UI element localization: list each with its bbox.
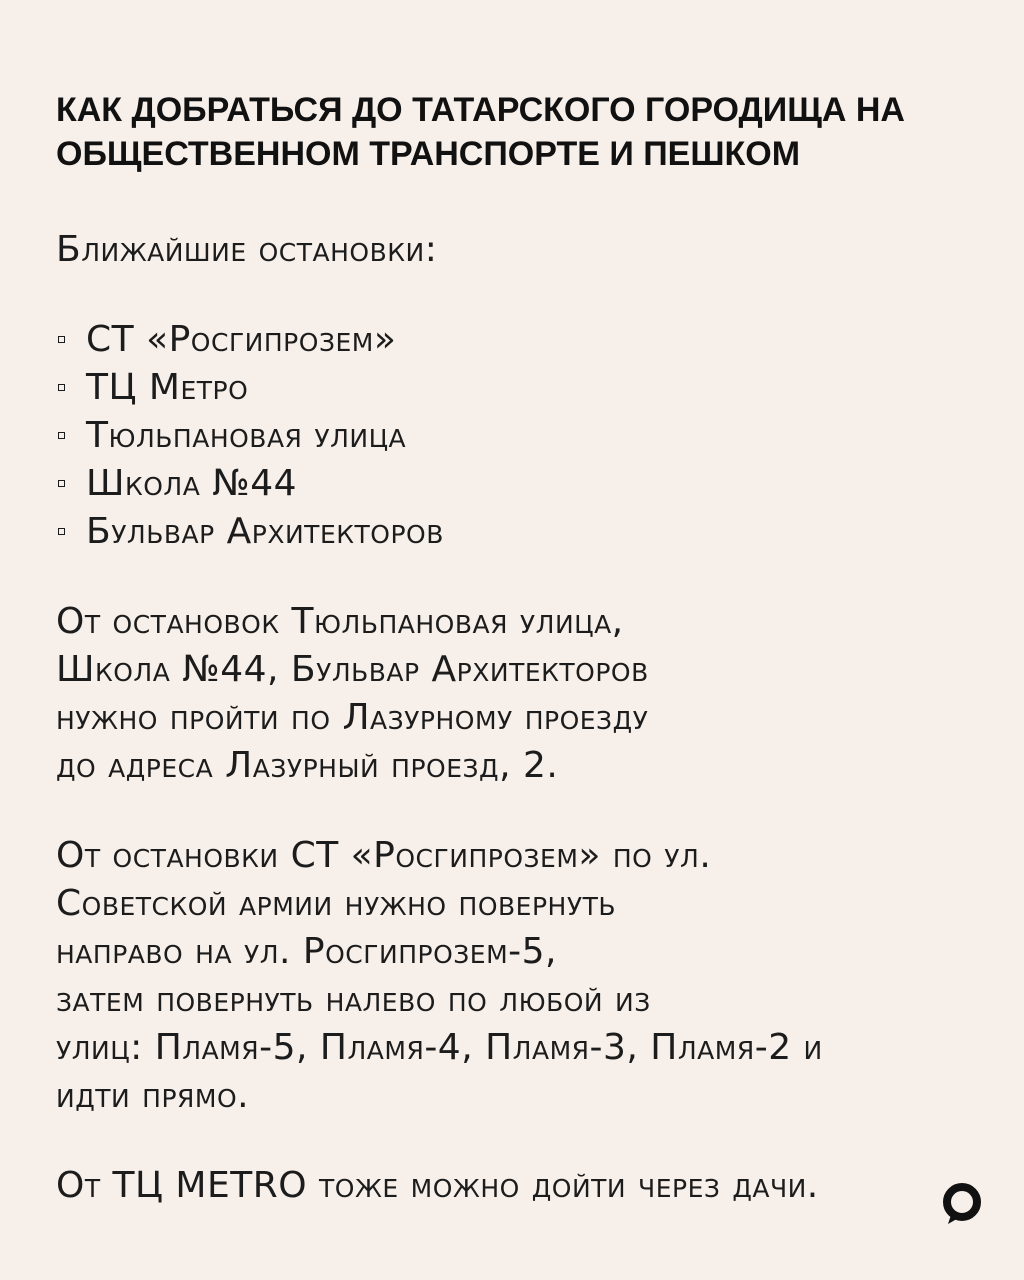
stop-item bbox=[56, 460, 966, 508]
stop-item bbox=[56, 364, 966, 412]
stop-label: СТ «Росгипрозем» bbox=[86, 319, 397, 360]
square-bullet-icon bbox=[58, 528, 65, 535]
square-bullet-icon bbox=[58, 432, 65, 439]
stop-label: Бульвар Архитекторов bbox=[86, 511, 444, 552]
paragraph-line: направо на ул. Росгипрозем-5, bbox=[56, 931, 557, 972]
stop-item bbox=[56, 412, 966, 460]
stop-label: ТЦ Метро bbox=[86, 367, 249, 408]
directions-paragraph-3 bbox=[56, 1162, 966, 1210]
paragraph-line: улиц: Пламя-5, Пламя-4, Пламя-3, Пламя-2 и bbox=[56, 1027, 823, 1068]
paragraph-line: затем повернуть налево по любой из bbox=[56, 979, 651, 1020]
page-title bbox=[56, 88, 966, 176]
square-bullet-icon bbox=[58, 336, 65, 343]
paragraph-line: нужно пройти по Лазурному проезду bbox=[56, 697, 649, 738]
paragraph-line: идти прямо. bbox=[56, 1075, 250, 1116]
brand-logo-icon bbox=[938, 1180, 986, 1228]
directions-paragraph-2 bbox=[56, 832, 966, 1120]
logo-ring bbox=[947, 1187, 977, 1217]
title-line: ОБЩЕСТВЕННОМ ТРАНСПОРТЕ И ПЕШКОМ bbox=[56, 135, 801, 173]
stop-label: Тюльпановая улица bbox=[86, 415, 407, 456]
paragraph-line: От ТЦ METRO тоже можно дойти через дачи. bbox=[56, 1165, 819, 1206]
stop-label: Школа №44 bbox=[86, 463, 298, 504]
stop-item bbox=[56, 316, 966, 364]
directions-paragraph-1 bbox=[56, 598, 966, 790]
paragraph-line: От остановок Тюльпановая улица, bbox=[56, 601, 624, 642]
stop-item bbox=[56, 508, 966, 556]
square-bullet-icon bbox=[58, 480, 65, 487]
stops-list bbox=[56, 316, 966, 556]
paragraph-line: От остановки СТ «Росгипрозем» по ул. bbox=[56, 835, 712, 876]
stops-heading: Ближайшие остановки: bbox=[56, 229, 438, 270]
document-body bbox=[56, 88, 966, 1210]
paragraph-line: Советской армии нужно повернуть bbox=[56, 883, 616, 924]
title-line: КАК ДОБРАТЬСЯ ДО ТАТАРСКОГО ГОРОДИЩА НА bbox=[56, 91, 905, 129]
paragraph-line: Школа №44, Бульвар Архитекторов bbox=[56, 649, 649, 690]
paragraph-line: до адреса Лазурный проезд, 2. bbox=[56, 745, 559, 786]
square-bullet-icon bbox=[58, 384, 65, 391]
